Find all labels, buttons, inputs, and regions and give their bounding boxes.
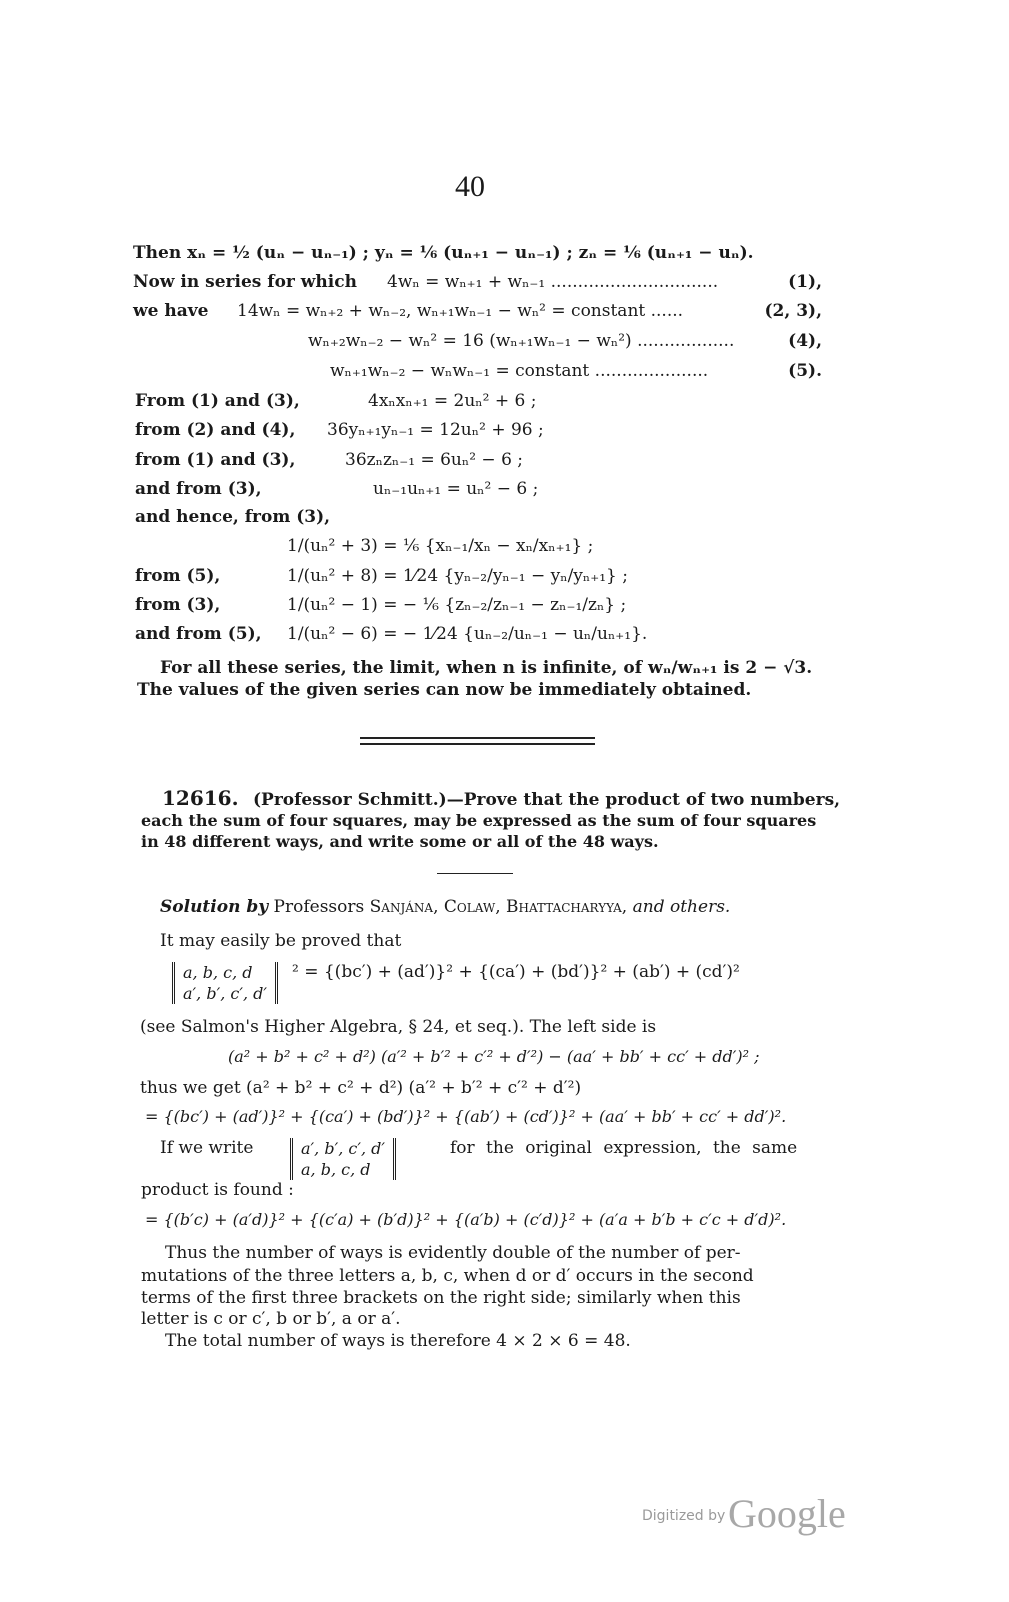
question-line: each the sum of four squares, may be expressed as the sum of four squares [141,811,817,830]
thus-we-get: thus we get (a² + b² + c² + d²) (a′² + b′² + c′² + d′²) [140,1078,582,1098]
row-equation: 1/(uₙ² + 8) = 1⁄24 {yₙ₋₂/yₙ₋₁ − yₙ/yₙ₊₁} ; [287,566,629,586]
row-equation: uₙ₋₁uₙ₊₁ = uₙ² − 6 ; [373,479,539,499]
paragraph-limit: For all these series, the limit, when n is infinite, of wₙ/wₙ₊₁ is 2 − √3. [160,658,813,678]
row-label: and hence, from (3), [135,507,331,527]
watermark-prefix: Digitized by [642,1508,726,1524]
matrix-1 [172,962,278,1004]
question-line: in 48 different ways, and write some or all of the 48 ways. [141,832,659,851]
row-equation: 1/(uₙ² − 6) = − 1⁄24 {uₙ₋₂/uₙ₋₁ − uₙ/uₙ₊₁}. [287,624,648,644]
row-label: and from (5), [135,624,262,644]
equation-number-2-3: (2, 3), [764,301,822,321]
equation-1: 4wₙ = wₙ₊₁ + wₙ₋₁ ............................... [387,272,719,292]
label-now-in-series: Now in series for which [133,272,357,292]
paragraph-line: terms of the first three brackets on the right side; similarly when this [141,1288,741,1308]
matrix-row: a, b, c, d [183,963,253,982]
matrix-2 [290,1138,396,1180]
equation-number-5: (5). [788,361,822,381]
row-label: from (3), [135,595,221,615]
row-equation: 36yₙ₊₁yₙ₋₁ = 12uₙ² + 96 ; [327,420,544,440]
total-ways: The total number of ways is therefore 4 × 2 × 6 = 48. [165,1331,631,1351]
divider-bottom [360,743,595,745]
solution-heading [160,897,730,917]
row-equation: 1/(uₙ² − 1) = − ⅙ {zₙ₋₂/zₙ₋₁ − zₙ₋₁/zₙ} ; [287,595,627,615]
solution-by: Solution by [160,897,269,917]
alternate-expansion: = {(b′c) + (a′d)}² + {(c′a) + (b′d)}² + {(a′b) + (c′d)}² + (a′a + b′b + c′c + d′d)². [145,1210,787,1229]
paragraph-values: The values of the given series can now be immediately obtained. [137,680,752,700]
google-logo: Google [728,1491,846,1536]
identity-equation: ² = {(bc′) + (ad′)}² + {(ca′) + (bd′)}² + (ab′) + (cd′)² [292,962,740,982]
question-number: 12616. [162,786,239,810]
product-is-found: product is found : [141,1180,294,1200]
row-label: from (2) and (4), [135,420,296,440]
paragraph-line: Thus the number of ways is evidently double of the number of per- [165,1243,741,1263]
divider-top [360,737,595,739]
short-divider [437,873,513,874]
equation-5: wₙ₊₁wₙ₋₂ − wₙwₙ₋₁ = constant ..................... [330,361,709,381]
and-others: and others. [632,897,731,917]
matrix-row: a′, b′, c′, d′ [301,1139,386,1158]
equation-2-3: 14wₙ = wₙ₊₂ + wₙ₋₂, wₙ₊₁wₙ₋₁ − wₙ² = constant ...... [237,301,684,321]
line-then: Then xₙ = ½ (uₙ − uₙ₋₁) ; yₙ = ⅙ (uₙ₊₁ − uₙ₋₁) ; zₙ = ⅙ (uₙ₊₁ − uₙ). [133,243,754,263]
row-equation: 36zₙzₙ₋₁ = 6uₙ² − 6 ; [345,450,524,470]
row-label: and from (3), [135,479,262,499]
row-equation: 4xₙxₙ₊₁ = 2uₙ² + 6 ; [368,391,537,411]
paragraph-line: mutations of the three letters a, b, c, when d or d′ occurs in the second [141,1266,754,1286]
matrix-row: a, b, c, d [301,1160,371,1179]
equation-number-4: (4), [788,331,822,351]
label-we-have: we have [133,301,209,321]
row-label: From (1) and (3), [135,391,300,411]
page-number: 40 [455,170,485,203]
row-label: from (5), [135,566,221,586]
salmon-reference: (see Salmon's Higher Algebra, § 24, et seq.). The left side is [140,1017,657,1037]
original-expression-text: for the original expression, the same [450,1138,798,1158]
left-side-equation: (a² + b² + c² + d²) (a′² + b′² + c′² + d′²) − (aa′ + bb′ + cc′ + dd′)² ; [228,1047,760,1066]
row-equation: 1/(uₙ² + 3) = ⅙ {xₙ₋₁/xₙ − xₙ/xₙ₊₁} ; [287,536,594,556]
professors-word: Professors [273,897,365,917]
question-line: (Professor Schmitt.)—Prove that the product of two numbers, [253,790,841,810]
expansion-equation: = {(bc′) + (ad′)}² + {(ca′) + (bd′)}² + {(ab′) + (cd′)}² + (aa′ + bb′ + cc′ + dd′)². [145,1107,787,1126]
if-we-write: If we write [160,1138,254,1158]
equation-number-1: (1), [788,272,822,292]
equation-4: wₙ₊₂wₙ₋₂ − wₙ² = 16 (wₙ₊₁wₙ₋₁ − wₙ²) .................. [308,331,735,351]
matrix-row: a′, b′, c′, d′ [183,984,268,1003]
solvers: Sanjána, Colaw, Bhattacharyya, [369,897,628,917]
solution-intro: It may easily be proved that [160,931,402,951]
row-label: from (1) and (3), [135,450,296,470]
paragraph-line: letter is c or c′, b or b′, a or a′. [141,1309,401,1329]
